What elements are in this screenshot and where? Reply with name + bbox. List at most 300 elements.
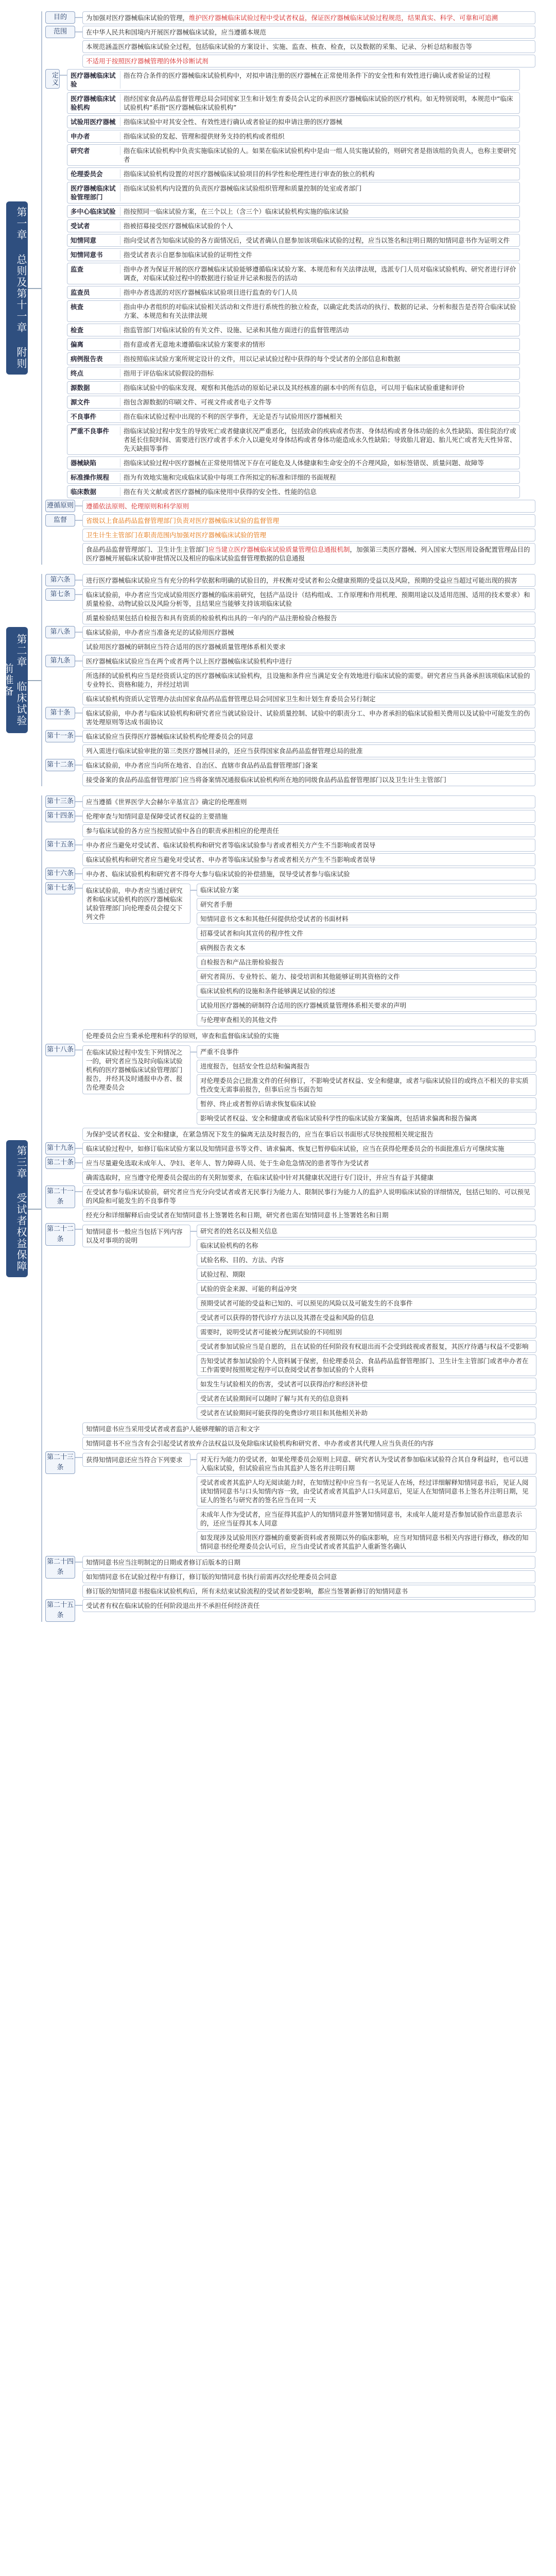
article-item (82, 1128, 535, 1141)
item-text: 指临床试验机构内设置的负责医疗器械临床试验组织管理和质量控制的处室或者部门 (124, 184, 362, 192)
article-label: 第二十三条 (45, 1451, 75, 1474)
article-items (82, 514, 556, 565)
article-item (82, 26, 535, 39)
article-item (67, 410, 520, 423)
highlighted-text: 维护医疗器械临床试验过程中受试者权益，保证医疗器械临床试验过程规范，结果真实、科学、可靠和可追溯 (189, 14, 498, 22)
item-text: 指受试者表示自愿参加临床试验的证明性文件 (124, 251, 253, 259)
item-text: 需要时，说明受试者可能被分配到试验的不同组别 (200, 1328, 342, 1336)
article-connector (75, 765, 82, 766)
item-text: 指临床试验中的临床发现、观察和其他活动的原始记录以及其经核准的副本中的所有信息，可以用于临床试验重建和评价 (124, 384, 465, 392)
item-text: 指临床试验的发起、管理和提供财务支持的机构或者组织 (124, 132, 285, 140)
article-row (45, 500, 556, 513)
item-text: 试验的资金来源、可能的利益冲突 (200, 1285, 297, 1293)
article-connector (75, 873, 82, 874)
item-text: 暂停、终止或者暂停后请求恢复临床试验 (200, 1100, 317, 1108)
item-text: 指按照同一临床试验方案，在三个以上（含三个）临床试验机构实施的临床试验 (124, 208, 349, 215)
article-item (67, 205, 520, 218)
article-item (67, 69, 520, 91)
article-label: 第六条 (45, 574, 75, 586)
item-text: 研究者手册 (200, 901, 233, 908)
item-text: 指按照临床试验方案所规定设计的文件，用以记录试验过程中获得的每个受试者的全部信息和数据 (124, 355, 401, 363)
item-text: 指由申办者组织的对临床试验相关活动和文件进行系统性的独立检查，以确定此类活动的执行、数据的记录、分析和报告是否符合临床试验方案、本规范和有关法律法规 (124, 303, 516, 319)
item-text: 应当遵循《世界医学大会赫尔辛基宣言》确定的伦理准则 (86, 798, 247, 806)
article-label: 遵循原则 (45, 500, 75, 512)
article-item (67, 396, 520, 409)
sub-item (197, 1340, 536, 1353)
item-text: 知情同意书应当注明制定的日期或者修订后版本的日期 (86, 1558, 241, 1566)
item-text: 伦理委员会应当秉承伦理和科学的原则，审查和监督临床试验的实施 (86, 1032, 280, 1040)
article-item (82, 669, 535, 691)
sub-group (82, 884, 556, 1026)
item-text: 研究者简历、专业特长、能力、接受培训和其他能够证明其资格的文件 (200, 973, 400, 980)
article-label: 第十条 (45, 707, 75, 719)
chapter-title: 第三章 受试者权益保障 (6, 1140, 28, 1277)
article-item (67, 144, 520, 166)
article-row (45, 882, 556, 1042)
article-items (82, 588, 556, 624)
item-text: 临床试验机构的名称 (200, 1242, 258, 1249)
article-label: 第十五条 (45, 839, 75, 851)
item-text: 受试者有权在临床试验的任何阶段退出并不承担任何经济责任 (86, 1602, 260, 1609)
term-label: 器械缺陷 (71, 459, 120, 467)
term-label: 不良事件 (71, 412, 120, 421)
term-label: 源文件 (71, 398, 120, 406)
item-text: 与伦理审查相关的其他文件 (200, 1016, 278, 1024)
article-item (82, 1142, 535, 1155)
item-text: 在受试者参与临床试验前，研究者应当充分向受试者或者无民事行为能力人、限制民事行为能力人的监护人说明临床试验的详细情况，包括已知的、可以预见的风险和可能发生的不良事件等 (86, 1188, 530, 1205)
item-text: 告知受试者参加试验的个人资料属于保密，但伦理委员会、食品药品监督管理部门、卫生计生主管部门或者申办者在工作需要时按照规定程序可以查阅受试者参加试验的个人资料 (200, 1357, 529, 1374)
article-row (45, 707, 556, 728)
article-row (45, 69, 556, 498)
article-item (67, 381, 520, 394)
article-items (82, 11, 556, 24)
sub-item (197, 1074, 536, 1096)
sub-items (197, 1453, 556, 1553)
chapter-connector (28, 288, 41, 289)
item-text: 受试者在试验期间可以随时了解与其有关的信息资料 (200, 1395, 349, 1402)
article-row (45, 868, 556, 880)
term-label: 监查员 (71, 288, 120, 297)
article-item (82, 839, 535, 852)
article-item (67, 471, 520, 484)
item-text: 指向受试者告知临床试验的各方面情况后，受试者确认自愿参加该项临床试验的过程，应当以签名和注明日期的知情同意书作为证明文件 (124, 236, 510, 244)
article-item (82, 1209, 535, 1222)
article-item (67, 425, 520, 455)
article-item (82, 824, 535, 837)
item-text: 质量检验结果包括自检报告和具有资质的检验机构出具的一年内的产品注册检验合格报告 (86, 614, 337, 622)
sub-group-label: 知情同意书一般应当包括下列内容以及对事项的说明 (82, 1225, 190, 1247)
item-text: 影响受试者权益、安全和健康或者临床试验科学性的临床试验方案偏离，包括请求偏离和报告偏离 (200, 1114, 477, 1122)
article-label: 第十九条 (45, 1142, 75, 1155)
article-connector (75, 1562, 82, 1563)
sub-group-label: 临床试验前，申办者应当通过研究者和临床试验机构的医疗器械临床试验管理部门向伦理委员会提交下列文件 (82, 884, 190, 924)
article-connector (75, 888, 82, 889)
item-text: 指用于评估临床试验假设的指标 (124, 369, 214, 377)
item-text: 临床试验机构的设施和条件能够满足试验的综述 (200, 987, 336, 995)
article-item (82, 853, 535, 866)
item-text: 对伦理委员会已批准文件的任何修订，不影响受试者权益、安全和健康，或者与临床试验目的或终点不相关的非实质性改变无需事前报告，但事后应当书面告知 (200, 1077, 529, 1093)
chapter-3 (0, 795, 556, 1622)
article-row (45, 655, 556, 705)
term-label: 偏离 (71, 340, 120, 349)
sub-item (197, 1406, 536, 1419)
article-item (82, 612, 535, 624)
sub-item (197, 1045, 536, 1058)
sub-item (197, 1060, 536, 1073)
article-items (82, 1556, 556, 1598)
term-label: 试验用医疗器械 (71, 117, 120, 126)
sub-item (197, 1097, 536, 1110)
article-row (45, 1044, 556, 1141)
item-text: 申办者、临床试验机构和研究者不得夸大参与临床试验的补偿措施，误导受试者参与临床试验 (86, 870, 350, 878)
article-connector (75, 660, 82, 662)
article-item (82, 543, 535, 565)
article-row (45, 839, 556, 866)
article-item (82, 759, 535, 772)
term-label: 临床数据 (71, 487, 120, 496)
item-text: 食品药品监督管理部门、卫生计生主管部门应当建立医疗器械临床试验质量管理信息通报机制，加强第三类医疗器械、列入国家大型医用设备配置管理品目的医疗器械开展临床试验审批情况以及相应的临床试验监督管理数据的信息通报 (86, 546, 530, 562)
article-item (67, 167, 520, 180)
article-item (82, 810, 535, 823)
article-connector (75, 1191, 82, 1192)
article-item (67, 219, 520, 232)
article-row (45, 795, 556, 808)
term-label: 检查 (71, 326, 120, 334)
article-connector (75, 1049, 82, 1050)
article-items (82, 795, 556, 808)
article-row (45, 514, 556, 565)
item-text: 列入需进行临床试验审批的第三类医疗器械目录的，还应当获得国家食品药品监督管理总局的批准 (86, 747, 363, 755)
item-text: 指包含源数据的印刷文件、可视文件或者电子文件等 (124, 398, 272, 406)
article-item (82, 1422, 535, 1435)
item-text: 临床试验机构和研究者应当避免对受试者、申办者等临床试验参与者或者相关方产生不当影响或者误导 (86, 856, 376, 863)
sub-item (197, 970, 536, 983)
article-label: 第二十二条 (45, 1223, 75, 1246)
article-row (45, 730, 556, 757)
item-text: 省级以上食品药品监督管理部门负责对医疗器械临床试验的监督管理 (86, 517, 280, 524)
article-label: 第八条 (45, 626, 75, 638)
item-text: 修订版的知情同意书报临床试验机构后，所有未结束试验流程的受试者如受影响，都应当签署新修订的知情同意书 (86, 1587, 408, 1595)
article-item (67, 485, 520, 498)
sub-group (82, 1045, 556, 1125)
article-label: 定义 (45, 69, 60, 89)
article-item (67, 92, 520, 114)
article-row (45, 588, 556, 624)
article-item (82, 1585, 535, 1598)
sub-item (197, 1225, 536, 1238)
article-label: 第二十一条 (45, 1185, 75, 1208)
sub-connector (190, 1459, 197, 1460)
article-item (82, 514, 535, 527)
item-text: 申办者应当避免对受试者、临床试验机构和研究者等临床试验参与者或者相关方产生不当影响或者误导 (86, 841, 376, 849)
chapter-body (45, 574, 556, 786)
article-item (82, 744, 535, 757)
article-item (82, 1029, 535, 1042)
sub-item (197, 1476, 536, 1506)
article-item (82, 692, 535, 705)
sub-item (197, 927, 536, 940)
article-row (45, 11, 556, 24)
item-text: 指临床试验中对其安全性、有效性进行确认或者验证的拟申请注册的医疗器械 (124, 118, 343, 126)
item-text: 知情同意书不应当含有会引起受试者放弃合法权益以及免除临床试验机构和研究者、申办者或者其代理人应当负责任的内容 (86, 1439, 434, 1447)
term-label: 病例报告表 (71, 354, 120, 363)
item-text: 自检报告和产品注册检验报告 (200, 958, 284, 966)
article-item (82, 640, 535, 653)
article-item (67, 234, 520, 247)
item-text: 对无行为能力的受试者，如果伦理委员会原则上同意、研究者认为受试者参加临床试验符合其自身利益时，也可以进入临床试验，但试验前应当由其监护人签名并注明日期 (200, 1455, 529, 1472)
item-text: 研究者的姓名以及相关信息 (200, 1227, 278, 1235)
item-text: 不适用于按照医疗器械管理的体外诊断试剂 (86, 57, 208, 65)
article-item (82, 707, 535, 728)
item-text: 经充分和详细解释后由受试者在知情同意书上签署姓名和日期，研究者也需在知情同意书上签署姓名和日期 (86, 1211, 389, 1219)
article-row (45, 1185, 556, 1222)
article-items (82, 1185, 556, 1222)
article-connector (75, 31, 82, 32)
article-item (67, 286, 520, 299)
chapter-connector (28, 680, 41, 681)
item-text: 为加强对医疗器械临床试验的管理，维护医疗器械临床试验过程中受试者权益，保证医疗器械临床试验过程规范，结果真实、科学、可靠和可追溯 (86, 14, 498, 22)
sub-group-label: 在临床试验过程中发生下列情况之一的，研究者应当及时向临床试验机构的医疗器械临床试验管理部门报告，并经其及时通报申办者、报告伦理委员会 (82, 1045, 190, 1094)
chapter-body (45, 11, 556, 565)
chapter-body (45, 795, 556, 1622)
article-item (82, 11, 535, 24)
sub-items (197, 1225, 556, 1419)
item-text: 指在临床试验机构中负责实施临床试验的人。如果在临床试验机构中是由一组人员实施试验的，则研究者是指该组的负责人，也称主要研究者 (124, 147, 516, 163)
article-items (82, 882, 556, 1042)
article-row (45, 1157, 556, 1184)
sub-item (197, 1354, 536, 1376)
item-text: 临床试验过程中，如修订临床试验方案以及知情同意书等文件、请求偏离、恢复已暂停临床试验，应当在获得伦理委员会的书面批准后方可继续实施 (86, 1145, 505, 1153)
term-label: 严重不良事件 (71, 427, 120, 435)
article-item (67, 248, 520, 261)
term-label: 伦理委员会 (71, 170, 120, 178)
item-text: 临床试验方案 (200, 886, 239, 894)
article-label: 第十八条 (45, 1044, 75, 1056)
article-connector (75, 580, 82, 581)
item-text: 所选择的试验机构应当是经资质认定的医疗器械临床试验机构，且设施和条件应当满足安全有效地进行临床试验的需要。研究者应当具备承担该项临床试验的专业特长、资格和能力，并经过培训 (86, 672, 530, 688)
item-text: 临床试验前，申办者与临床试验机构和研究者应当就试验设计、试验质量控制、试验中的职责分工、申办者承担的临床试验相关费用以及试验中可能发生的伤害处理原则等达成书面协议 (86, 709, 530, 726)
article-row (45, 1142, 556, 1155)
item-text: 指在有关文献或者医疗器械的临床使用中获得的安全性、性能的信息 (124, 488, 317, 496)
item-text: 预期受试者可能的受益和已知的、可以预见的风险以及可能发生的不良事件 (200, 1299, 413, 1307)
item-text: 如知情同意书在试验过程中有修订，修订版的知情同意书执行前需再次经伦理委员会同意 (86, 1573, 337, 1581)
term-label: 标准操作规程 (71, 473, 120, 482)
term-label: 医疗器械临床试验 (71, 71, 120, 89)
article-connector (75, 1162, 82, 1163)
item-text: 指监管部门对临床试验的有关文件、设施、记录和其他方面进行的监督管理活动 (124, 326, 349, 334)
chapter-bus (41, 574, 42, 786)
article-items (82, 1599, 556, 1612)
item-text: 进行医疗器械临床试验应当有充分的科学依据和明确的试验目的，并权衡对受试者和公众健康预期的受益以及风险，预期的受益应当超过可能出现的损害 (86, 577, 517, 584)
sub-connector (190, 1231, 197, 1232)
item-text: 指在临床试验过程中出现的不利的医学事件，无论是否与试验用医疗器械相关 (124, 413, 343, 420)
article-items (67, 69, 556, 498)
item-text: 伦理审查与知情同意是保障受试者权益的主要措施 (86, 812, 228, 820)
chapter-title: 第一章 总则及第十一章 附则 (6, 201, 28, 375)
article-row (45, 626, 556, 653)
item-text: 指申办者为保证开展的医疗器械临床试验能够遵循临床试验方案、本规范和有关法律法规，选派专门人员对临床试验机构、研究者进行评价调查，对临床试验过程中的数据进行验证并记录和报告的活动 (124, 265, 516, 282)
article-item (82, 1570, 535, 1583)
sub-item (197, 1531, 536, 1553)
article-items (82, 655, 556, 705)
article-items (82, 839, 556, 866)
term-label: 多中心临床试验 (71, 207, 120, 216)
item-text: 临床试验前，申办者应当完成试验用医疗器械的临床前研究，包括产品设计（结构组成、工作原理和作用机理、预期用途以及适用范围、适用的技术要求）和质量检验、动物试验以及风险分析等，且结果应当能够支持该项临床试验 (86, 591, 530, 607)
chapter-2 (0, 574, 556, 786)
item-text: 进度报告，包括安全性总结和偏离报告 (200, 1062, 310, 1070)
item-text: 试验名称、目的、方法、内容 (200, 1256, 284, 1264)
item-text: 试验用医疗器械的研制应当符合适用的医疗器械质量管理体系相关要求 (86, 643, 286, 651)
item-text: 临床试验前，申办者应当准备充足的试验用医疗器械 (86, 629, 234, 636)
item-text: 指临床试验机构设置的对医疗器械临床试验项目的科学性和伦理性进行审查的独立的机构 (124, 170, 375, 178)
chapter-connector (28, 1209, 41, 1210)
article-row (45, 1556, 556, 1598)
article-item (82, 529, 535, 541)
article-items (82, 759, 556, 786)
sub-group (82, 1225, 556, 1419)
term-label: 受试者 (71, 222, 120, 230)
article-row (45, 26, 556, 67)
item-text: 指经国家食品药品监督管理总局会同国家卫生和计划生育委员会认定的承担医疗器械临床试验的医疗机构。如无特别说明，本规范中“临床试验机构”系指“医疗器械临床试验机构” (124, 95, 513, 111)
sub-item (197, 941, 536, 954)
article-label: 监督 (45, 514, 75, 527)
item-text: 如发生与试验相关的伤害，受试者可以获得治疗和经济补偿 (200, 1380, 368, 1388)
article-items (82, 26, 556, 67)
article-item (82, 574, 535, 587)
item-text: 确需选取时，应当遵守伦理委员会提出的有关附加要求，在临床试验中针对其健康状况进行专门设计，并应当有益于其健康 (86, 1174, 434, 1181)
sub-item (197, 884, 536, 896)
article-item (82, 1185, 535, 1207)
chapter-1 (0, 11, 556, 565)
item-text: 在中华人民共和国境内开展医疗器械临床试验，应当遵循本规范 (86, 28, 267, 36)
article-item (82, 626, 535, 639)
highlighted-text: 应当建立医疗器械临床试验质量管理信息通报机制 (208, 546, 350, 553)
article-items (82, 810, 556, 837)
term-label: 申办者 (71, 132, 120, 141)
article-item (82, 1157, 535, 1170)
sub-connector (190, 1052, 197, 1053)
article-label: 第十四条 (45, 810, 75, 822)
article-label: 目的 (45, 11, 75, 24)
article-label: 范围 (45, 26, 75, 38)
article-item (82, 1556, 535, 1569)
article-item (82, 55, 535, 67)
article-row (45, 574, 556, 587)
article-items (82, 500, 556, 513)
item-text: 指临床试验过程中医疗器械在正常使用情况下存在可能危及人体健康和生命安全的不合理风险，如标签错误、质量问题、故障等 (124, 459, 484, 467)
item-text: 严重不良事件 (200, 1048, 239, 1056)
sub-item (197, 1392, 536, 1405)
item-text: 本规范涵盖医疗器械临床试验全过程，包括临床试验的方案设计、实施、监查、核查、检查，以及数据的采集、记录、分析总结和报告等 (86, 43, 473, 50)
chapter-bus (41, 795, 42, 1622)
article-item (67, 338, 520, 351)
sub-items (197, 884, 556, 1026)
article-items (82, 1451, 556, 1554)
item-text: 未成年人作为受试者，应当征得其监护人的知情同意并签署知情同意书，未成年人能对是否参加试验作出意思表示的，还应当征得其本人同意 (200, 1511, 523, 1527)
article-item (82, 1437, 535, 1450)
article-items (82, 730, 556, 757)
item-text: 临床试验机构资质认定管理办法由国家食品药品监督管理总局会同国家卫生和计划生育委员会另行制定 (86, 695, 376, 703)
article-item (67, 115, 520, 128)
article-connector (75, 713, 82, 714)
article-label: 第十二条 (45, 759, 75, 771)
item-text: 卫生计生主管部门在职责范围内加强对医疗器械临床试验的管理 (86, 531, 267, 539)
article-label: 第十三条 (45, 795, 75, 808)
item-text: 医疗器械临床试验应当在两个或者两个以上医疗器械临床试验机构中进行 (86, 657, 292, 665)
article-items (82, 1157, 556, 1184)
article-item (67, 263, 520, 284)
item-text: 受试者可以获得的替代诊疗方法以及其潜在受益和风险的信息 (200, 1314, 374, 1321)
article-item (67, 182, 520, 204)
article-item (82, 500, 535, 513)
article-connector (75, 632, 82, 633)
article-connector (60, 75, 67, 76)
article-row (45, 1223, 556, 1450)
item-text: 指在符合条件的医疗器械临床试验机构中，对拟申请注册的医疗器械在正常使用条件下的安全性和有效性进行确认或者验证的过程 (124, 72, 491, 79)
article-item (82, 773, 535, 786)
article-items (82, 1223, 556, 1450)
article-items (82, 626, 556, 653)
term-label: 知情同意 (71, 236, 120, 245)
article-connector (75, 520, 82, 521)
item-text: 指被招募接受医疗器械临床试验的个人 (124, 222, 233, 230)
article-item (82, 730, 535, 743)
sub-item (197, 1311, 536, 1324)
article-connector (75, 1148, 82, 1149)
article-item (67, 300, 520, 322)
item-text: 遵循依法原则、伦理原则和科学原则 (86, 502, 189, 510)
item-text: 临床试验前，申办者应当向所在地省、自治区、直辖市食品药品监督管理部门备案 (86, 761, 318, 769)
sub-item (197, 985, 536, 997)
article-item (82, 1171, 535, 1184)
item-text: 指为有效地实施和完成临床试验中每项工作所拟定的标准和详细的书面规程 (124, 473, 336, 481)
article-items (82, 1142, 556, 1155)
article-label: 第七条 (45, 588, 75, 601)
article-items (82, 707, 556, 728)
sub-connector (190, 890, 197, 891)
article-item (82, 868, 535, 880)
item-text: 知情同意书应当采用受试者或者监护人能够理解的语言和文字 (86, 1425, 260, 1433)
article-item (82, 1599, 535, 1612)
chapter-bus (41, 11, 42, 565)
sub-item (197, 1282, 536, 1295)
item-text: 试验过程、期限 (200, 1270, 246, 1278)
sub-item (197, 1253, 536, 1266)
article-label: 第二十条 (45, 1157, 75, 1169)
sub-item (197, 1326, 536, 1338)
item-text: 受试者参加试验应当是自愿的，且在试验的任何阶段有权退出而不会受到歧视或者报复，其医疗待遇与权益不受影响 (200, 1343, 529, 1350)
item-text: 参与临床试验的各方应当按照试验中各自的职责承担相应的伦理责任 (86, 827, 280, 835)
term-label: 核查 (71, 302, 120, 311)
term-label: 监查 (71, 265, 120, 274)
sub-item (197, 1239, 536, 1252)
item-text: 指临床试验过程中发生的导致死亡或者健康状况严重恶化，包括致命的疾病或者伤害、身体结构或者身体功能的永久性缺陷、需住院治疗或者延长住院时间、需要进行医疗或者手术介入以避免对身体结构或者身体功能造成永久性缺陷；导致胎儿窘迫、胎儿死亡或者先天性异常、先天缺损等事件 (124, 427, 516, 452)
article-connector (75, 1229, 82, 1230)
article-connector (75, 816, 82, 817)
term-label: 终点 (71, 369, 120, 378)
article-connector (75, 1457, 82, 1458)
item-text: 接受备案的食品药品监督管理部门应当将备案情况通报临床试验机构所在地的同级食品药品监督管理部门以及卫生计生主管部门 (86, 776, 447, 784)
article-label: 第十七条 (45, 882, 75, 894)
article-item (82, 795, 535, 808)
item-text: 如发现涉及试验用医疗器械的重要新资料或者预期以外的临床影响，应当对知情同意书相关内容进行修改，修改的知情同意书经伦理委员会认可后，应当由受试者或者其监护人重新签名确认 (200, 1534, 529, 1550)
article-item (82, 655, 535, 668)
article-items (82, 1044, 556, 1141)
sub-item (197, 898, 536, 911)
sub-group-label: 获得知情同意还应当符合下列要求 (82, 1453, 190, 1467)
item-text: 指有意或者无意地未遵循临床试验方案要求的情形 (124, 341, 266, 348)
article-connector (75, 594, 82, 595)
